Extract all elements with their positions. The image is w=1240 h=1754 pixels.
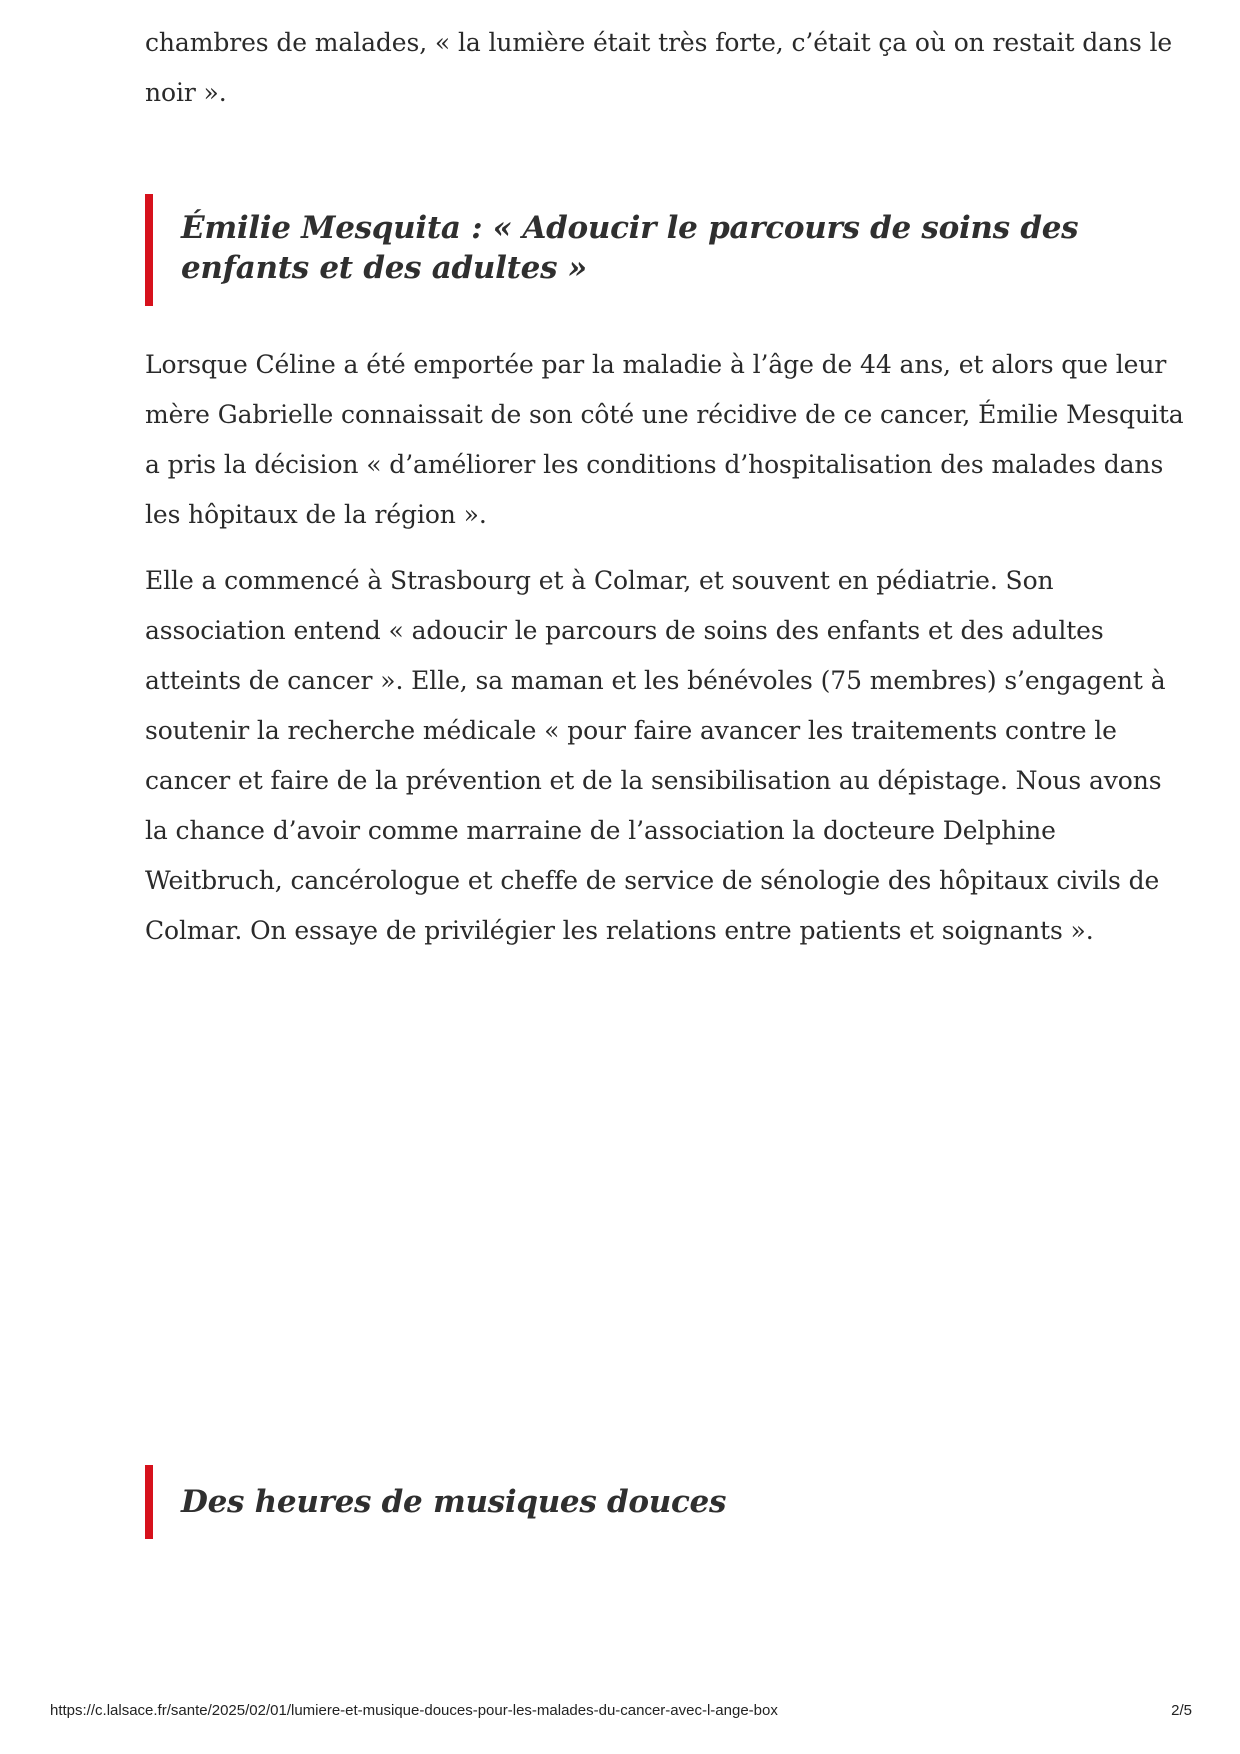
- page-footer: [50, 1702, 1192, 1719]
- section-heading-text-2: Des heures de musiques douces: [181, 1484, 727, 1520]
- footer-url[interactable]: https://c.lalsace.fr/sante/2025/02/01/lumiere-et-musique-douces-pour-les-malades-du-cancer-avec-l-ange-box: [50, 1702, 778, 1719]
- section-heading-text: Émilie Mesquita : « Adoucir le parcours de soins des enfants et des adultes »: [181, 210, 1079, 286]
- paragraph-2: Elle a commencé à Strasbourg et à Colmar, et souvent en pédiatrie. Son association entend « adoucir le parcours de soins des enfants et des adultes atteints de cancer ». Elle, sa maman et les bénévoles (75 membres) s’engagent à soutenir la recherche médicale « pour faire avancer les traitements contre le cancer et faire de la prévention et de la sensibilisation au dépistage. Nous avons la chance d’avoir comme marraine de l’association la docteure Delphine Weitbruch, cancérologue et cheffe de service de sénologie des hôpitaux civils de Colmar. On essaye de privilégier les relations entre patients et soignants ».: [145, 566, 1166, 945]
- paragraph-1: Lorsque Céline a été emportée par la maladie à l’âge de 44 ans, et alors que leur mère Gabrielle connaissait de son côté une récidive de ce cancer, Émilie Mesquita a pris la décision « d’améliorer les conditions d’hospitalisation des malades dans les hôpitaux de la région ».: [145, 350, 1184, 529]
- section-heading-musiques-douces: [145, 1465, 1185, 1539]
- footer-page-number: 2/5: [1171, 1702, 1192, 1719]
- intro-paragraph: chambres de malades, « la lumière était très forte, c’était ça où on restait dans le noir ».: [145, 28, 1173, 107]
- section-heading-emilie-mesquita: [145, 194, 1185, 306]
